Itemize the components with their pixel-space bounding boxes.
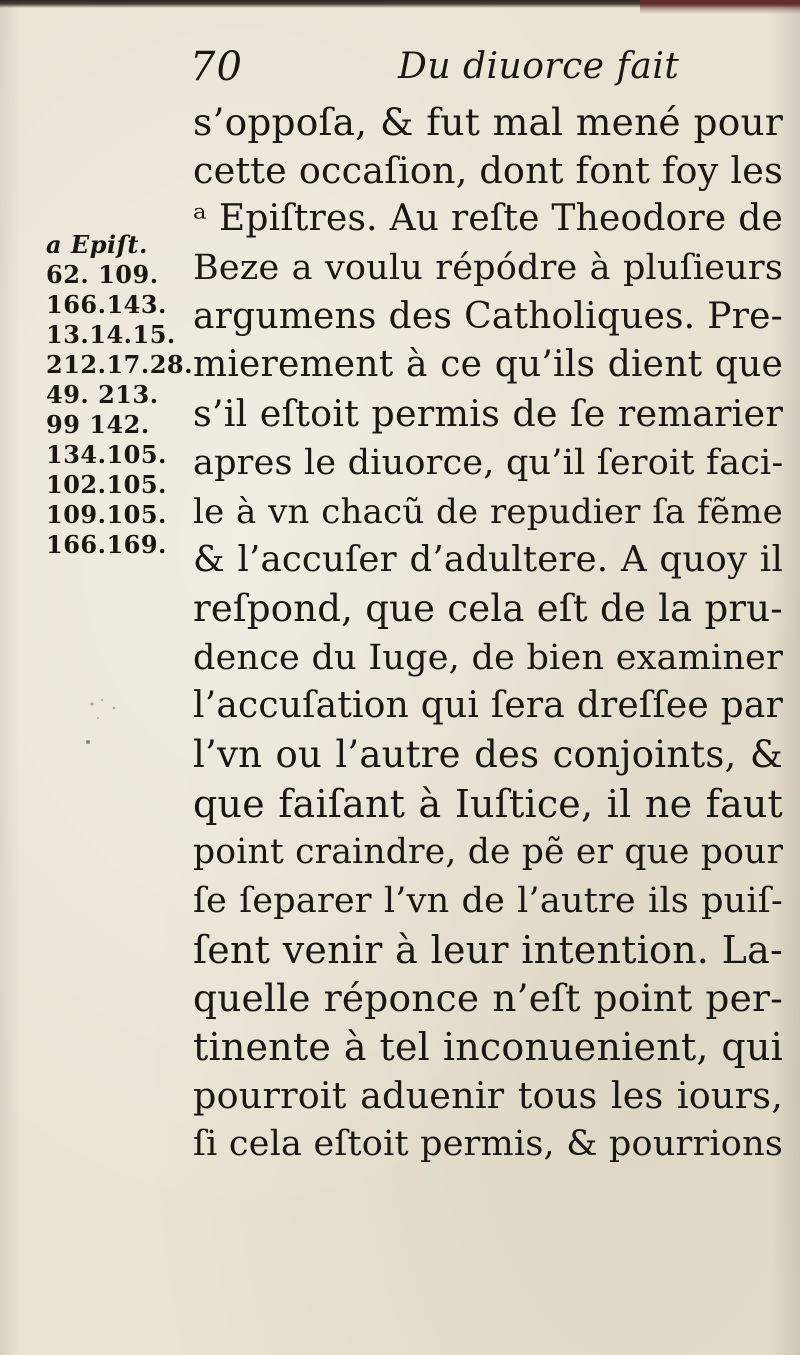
text-line: quelle réponce n’eſt point per- bbox=[193, 976, 783, 1021]
text-line: reſpond, que cela eſt de la pru- bbox=[193, 586, 783, 630]
text-line: s’il eſtoit permis de ſe remarier bbox=[193, 392, 783, 436]
text-line: ſe ſeparer l’vn de l’autre ils puiſ- bbox=[193, 881, 783, 921]
text-line: ᵃ Epiſtres. Au reſte Theodore de bbox=[193, 198, 783, 240]
text-line: & l’accuſer d’adultere. A quoy il bbox=[193, 539, 783, 581]
margin-note: 62. 109. bbox=[46, 260, 159, 289]
text-line: cette occaſion, dont font foy les bbox=[193, 148, 783, 192]
margin-note: 102.105. bbox=[46, 470, 167, 499]
margin-note: 99 142. bbox=[46, 410, 150, 439]
margin-note: 212.17.28. bbox=[46, 350, 193, 379]
margin-notes bbox=[46, 230, 193, 560]
page-header bbox=[190, 44, 750, 100]
text-line: dence du Iuge, de bien examiner bbox=[193, 637, 783, 678]
page-number: 70 bbox=[190, 44, 243, 90]
text-line: mierement à ce qu’ils dient que bbox=[193, 344, 783, 386]
body-text bbox=[193, 98, 783, 1169]
text-line: point craindre, de pẽ er que pour bbox=[193, 832, 784, 873]
margin-note: 13.14.15. bbox=[46, 320, 176, 349]
ink-speck-mark bbox=[80, 690, 140, 750]
text-line: ſent venir à leur intention. La- bbox=[193, 927, 783, 972]
text-line: l’accuſation qui ſera dreſſee par bbox=[193, 685, 783, 727]
text-line: pourroit aduenir tous les iours, bbox=[193, 1073, 783, 1117]
margin-note: 109.105. bbox=[46, 500, 167, 529]
text-line: s’oppoſa, & fut mal mené pour bbox=[193, 100, 783, 144]
running-title: Du diuorce fait bbox=[398, 46, 680, 87]
margin-note: 134.105. bbox=[46, 440, 167, 469]
text-line: le à vn chacũ de repudier ſa fẽme bbox=[193, 491, 783, 532]
margin-note: a Epiſt. bbox=[46, 230, 148, 259]
binding-edge bbox=[640, 0, 800, 14]
text-line: argumens des Catholiques. Pre- bbox=[193, 295, 783, 337]
text-line: Beze a voulu répódre à pluſieurs bbox=[193, 248, 783, 289]
text-line: tinente à tel inconuenient, qui bbox=[193, 1025, 783, 1070]
text-line: que faiſant à Iuſtice, il ne faut bbox=[193, 781, 783, 826]
text-line: apres le diuorce, qu’il ſeroit faci- bbox=[193, 442, 784, 483]
margin-note: 166.169. bbox=[46, 530, 167, 559]
text-line: ſi cela eſtoit permis, & pourrions bbox=[193, 1124, 783, 1165]
margin-note: 166.143. bbox=[46, 290, 167, 319]
text-line: l’vn ou l’autre des conjoints, & bbox=[193, 732, 783, 776]
margin-note: 49. 213. bbox=[46, 380, 159, 409]
